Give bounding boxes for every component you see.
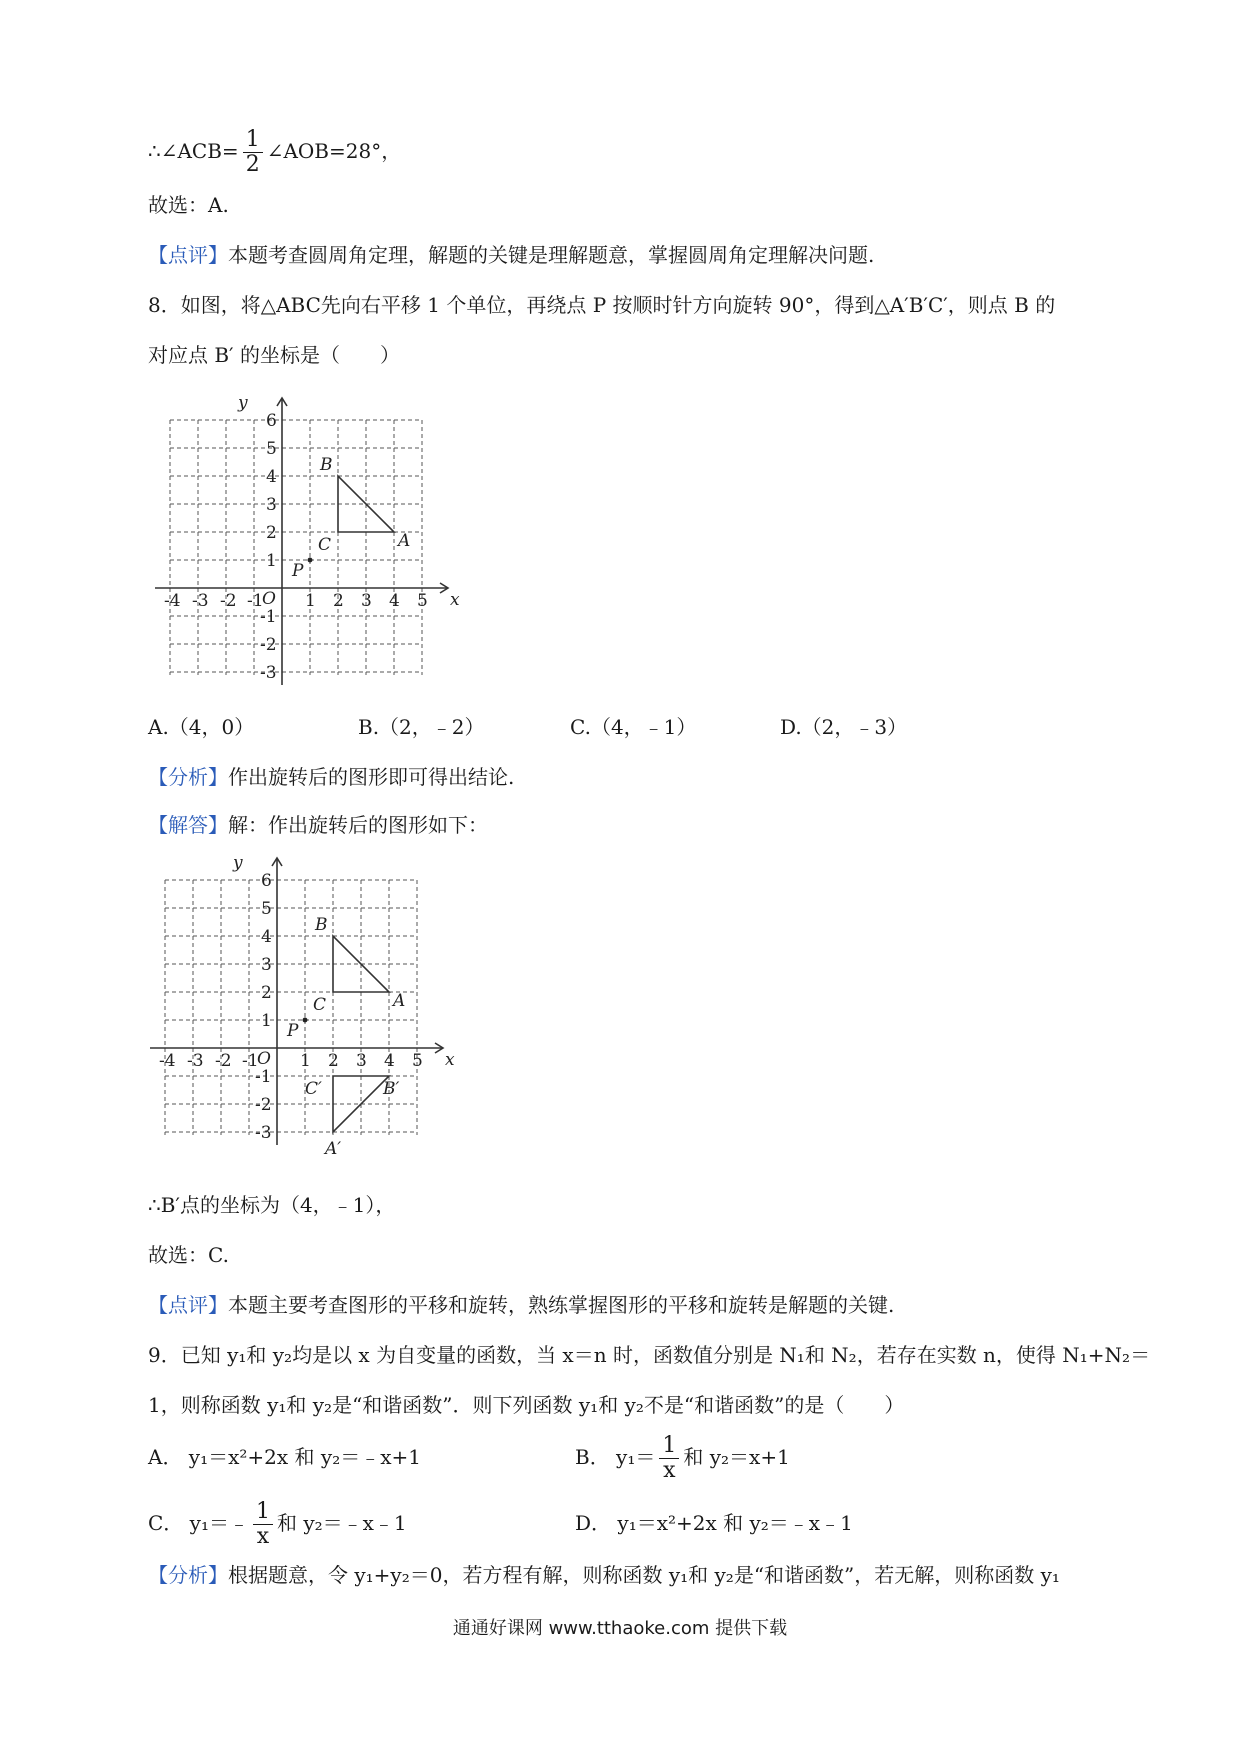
y-tick: 3 bbox=[266, 495, 277, 515]
x-tick: 3 bbox=[356, 1051, 367, 1071]
footer-source: 通通好课网 www.tthaoke.com 提供下载 bbox=[452, 1618, 788, 1639]
answer-choice-8: 故选：C. bbox=[148, 1243, 229, 1267]
y-tick: 6 bbox=[266, 411, 277, 431]
question-9-line2: 1，则称函数 y₁和 y₂是“和谐函数”．则下列函数 y₁和 y₂不是“和谐函数”的是（ ） bbox=[148, 1393, 905, 1417]
x-tick: 5 bbox=[417, 591, 428, 611]
origin-label: O bbox=[257, 1049, 271, 1069]
answer-choice-7: 故选：A. bbox=[148, 193, 229, 217]
y-tick: 3 bbox=[261, 955, 272, 975]
q8-option-c: C.（4，﹣1） bbox=[570, 715, 697, 739]
x-tick: 4 bbox=[389, 591, 400, 611]
q9-option-d: D． y₁＝x²+2x 和 y₂＝﹣x﹣1 bbox=[575, 1511, 853, 1535]
label-c: C bbox=[313, 995, 327, 1015]
point-p bbox=[308, 558, 313, 563]
comment-7: 【点评】本题考查圆周角定理，解题的关键是理解题意，掌握圆周角定理解决问题. bbox=[148, 243, 875, 267]
result-8: ∴B′点的坐标为（4，﹣1）， bbox=[148, 1193, 396, 1217]
q8-option-a: A.（4，0） bbox=[148, 715, 255, 739]
y-tick: -2 bbox=[255, 1095, 272, 1115]
y-tick: 1 bbox=[261, 1011, 272, 1031]
coordinate-figure-2 bbox=[145, 850, 455, 1170]
y-axis-label: y bbox=[238, 393, 248, 413]
question-8-line1: 8．如图，将△ABC先向右平移 1 个单位，再绕点 P 按顺时针方向旋转 90°，得到△A′B′C′，则点 B 的 bbox=[148, 293, 1056, 317]
x-tick: 4 bbox=[384, 1051, 395, 1071]
fraction-one-over-x: $\frac{1}{x}$ bbox=[253, 1500, 273, 1549]
q8-option-b: B.（2，﹣2） bbox=[358, 715, 485, 739]
y-tick: -2 bbox=[260, 635, 277, 655]
analysis-9: 【分析】根据题意，令 y₁+y₂＝0，若方程有解，则称函数 y₁和 y₂是“和谐函数”，若无解，则称函数 y₁ bbox=[148, 1563, 1060, 1587]
x-tick: 2 bbox=[328, 1051, 339, 1071]
label-a: A bbox=[393, 991, 406, 1011]
y-tick: -3 bbox=[255, 1123, 272, 1143]
x-tick: 1 bbox=[305, 591, 316, 611]
x-axis-label: x bbox=[445, 1050, 455, 1070]
y-tick: -3 bbox=[260, 663, 277, 683]
x-tick: -4 bbox=[164, 591, 181, 611]
question-9-line1: 9．已知 y₁和 y₂均是以 x 为自变量的函数，当 x＝n 时，函数值分别是 N₁和 N₂，若存在实数 n，使得 N₁+N₂＝ bbox=[148, 1343, 1151, 1367]
label-b: B bbox=[315, 915, 328, 935]
x-tick: -1 bbox=[242, 1051, 259, 1071]
x-tick: -4 bbox=[159, 1051, 176, 1071]
q9-option-b: B． y₁＝ $\frac{1}{x}$ 和 y₂＝x+1 bbox=[575, 1433, 790, 1483]
y-axis-label: y bbox=[233, 853, 243, 873]
x-tick: -2 bbox=[220, 591, 237, 611]
y-tick: 1 bbox=[266, 551, 277, 571]
y-tick: -1 bbox=[255, 1067, 272, 1087]
label-c: C bbox=[318, 535, 332, 555]
y-tick: 4 bbox=[266, 467, 277, 487]
label-b: B bbox=[320, 455, 333, 475]
x-tick: -3 bbox=[187, 1051, 204, 1071]
fraction-half: $\frac{1}{2}$ bbox=[243, 128, 263, 177]
question-8-line2: 对应点 B′ 的坐标是（ ） bbox=[148, 343, 400, 367]
conclusion-angle: ∴∠ACB= $\frac{1}{2}$ ∠AOB=28°， bbox=[148, 127, 402, 177]
y-tick: 2 bbox=[261, 983, 272, 1003]
y-tick: 5 bbox=[266, 439, 277, 459]
x-tick: 5 bbox=[412, 1051, 423, 1071]
label-p: P bbox=[292, 561, 304, 581]
y-tick: 2 bbox=[266, 523, 277, 543]
point-p bbox=[303, 1018, 308, 1023]
x-tick: 2 bbox=[333, 591, 344, 611]
x-tick: -3 bbox=[192, 591, 209, 611]
q9-option-c: C． y₁＝﹣ $\frac{1}{x}$ 和 y₂＝﹣x﹣1 bbox=[148, 1499, 407, 1549]
y-tick: 6 bbox=[261, 871, 272, 891]
label-p: P bbox=[287, 1021, 299, 1041]
origin-label: O bbox=[262, 589, 276, 609]
x-tick: -2 bbox=[215, 1051, 232, 1071]
x-tick: 1 bbox=[300, 1051, 311, 1071]
analysis-8: 【分析】作出旋转后的图形即可得出结论. bbox=[148, 765, 515, 789]
q8-option-d: D.（2，﹣3） bbox=[780, 715, 908, 739]
y-tick: 4 bbox=[261, 927, 272, 947]
q9-option-a: A． y₁＝x²+2x 和 y₂＝﹣x+1 bbox=[148, 1445, 421, 1469]
solution-8: 【解答】解：作出旋转后的图形如下： bbox=[148, 813, 488, 837]
coordinate-figure-1 bbox=[150, 390, 460, 690]
y-tick: 5 bbox=[261, 899, 272, 919]
label-a-prime: A′ bbox=[325, 1139, 342, 1159]
x-tick: 3 bbox=[361, 591, 372, 611]
label-a: A bbox=[398, 531, 411, 551]
x-tick: -1 bbox=[247, 591, 264, 611]
y-tick: -1 bbox=[260, 607, 277, 627]
comment-8: 【点评】本题主要考查图形的平移和旋转，熟练掌握图形的平移和旋转是解题的关键. bbox=[148, 1293, 895, 1317]
x-axis-label: x bbox=[450, 590, 460, 610]
label-b-prime: B′ bbox=[383, 1079, 400, 1099]
label-c-prime: C′ bbox=[305, 1079, 322, 1099]
fraction-one-over-x: $\frac{1}{x}$ bbox=[659, 1434, 679, 1483]
